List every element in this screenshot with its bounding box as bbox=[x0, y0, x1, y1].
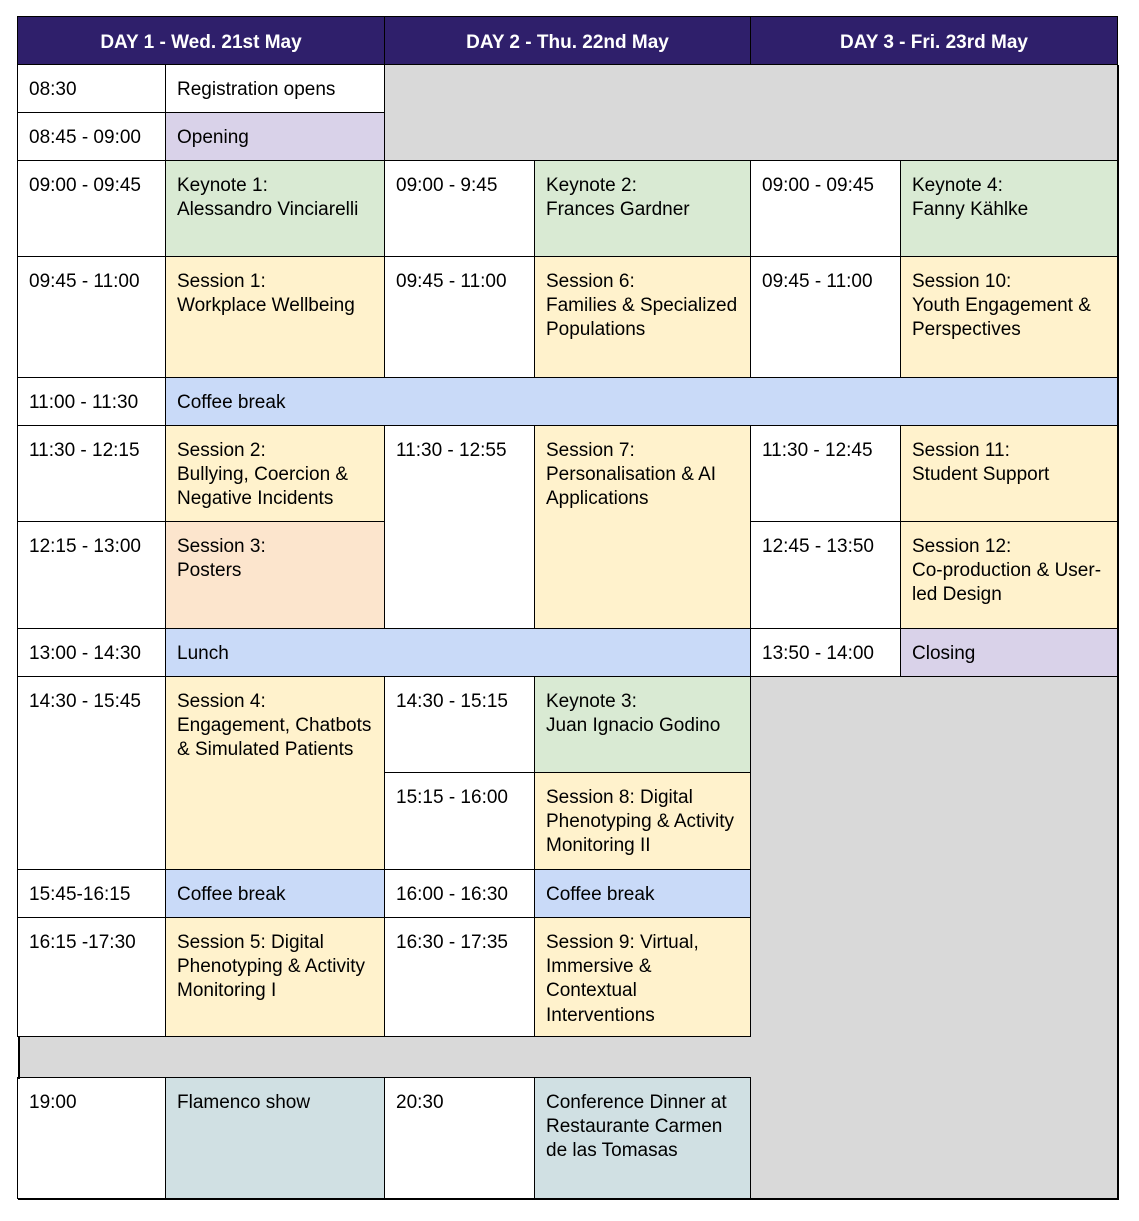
time-cell: 16:00 - 16:30 bbox=[384, 869, 535, 918]
session-3-cell: Session 3: Posters bbox=[165, 521, 385, 629]
time-cell: 08:30 bbox=[17, 64, 166, 113]
time-cell: 09:00 - 09:45 bbox=[750, 160, 901, 257]
session-8-cell: Session 8: Digital Phenotyping & Activity Monitoring II bbox=[534, 772, 751, 870]
session-11-cell: Session 11: Student Support bbox=[900, 425, 1118, 522]
time-cell: 12:15 - 13:00 bbox=[17, 521, 166, 629]
time-cell: 11:30 - 12:15 bbox=[17, 425, 166, 522]
lunch-cell: Lunch bbox=[165, 628, 751, 677]
session-10-cell: Session 10: Youth Engagement & Perspectives bbox=[900, 256, 1118, 378]
session-2-cell: Session 2: Bullying, Coercion & Negative Incidents bbox=[165, 425, 385, 522]
time-cell: 14:30 - 15:45 bbox=[17, 676, 166, 870]
registration-cell: Registration opens bbox=[165, 64, 385, 113]
time-cell: 14:30 - 15:15 bbox=[384, 676, 535, 773]
table-border bbox=[18, 1037, 20, 1079]
time-cell: 09:00 - 09:45 bbox=[17, 160, 166, 257]
time-cell: 16:15 -17:30 bbox=[17, 917, 166, 1037]
keynote-3-cell: Keynote 3: Juan Ignacio Godino bbox=[534, 676, 751, 773]
keynote-2-cell: Keynote 2: Frances Gardner bbox=[534, 160, 751, 257]
conference-dinner-cell: Conference Dinner at Restaurante Carmen de las Tomasas bbox=[534, 1077, 751, 1199]
time-cell: 15:45-16:15 bbox=[17, 869, 166, 918]
session-5-cell: Session 5: Digital Phenotyping & Activity Monitoring I bbox=[165, 917, 385, 1037]
session-7-cell: Session 7: Personalisation & AI Applications bbox=[534, 425, 751, 629]
keynote-1-cell: Keynote 1: Alessandro Vinciarelli bbox=[165, 160, 385, 257]
time-cell: 13:50 - 14:00 bbox=[750, 628, 901, 677]
time-cell: 11:30 - 12:45 bbox=[750, 425, 901, 522]
time-cell: 20:30 bbox=[384, 1077, 535, 1199]
time-cell: 09:45 - 11:00 bbox=[384, 256, 535, 378]
closing-cell: Closing bbox=[900, 628, 1118, 677]
table-border bbox=[1117, 65, 1119, 1200]
session-4-cell: Session 4: Engagement, Chatbots & Simulated Patients bbox=[165, 676, 385, 870]
time-cell: 12:45 - 13:50 bbox=[750, 521, 901, 629]
time-cell: 09:45 - 11:00 bbox=[750, 256, 901, 378]
flamenco-show-cell: Flamenco show bbox=[165, 1077, 385, 1199]
time-cell: 09:00 - 9:45 bbox=[384, 160, 535, 257]
day2-header: DAY 2 - Thu. 22nd May bbox=[384, 16, 751, 65]
time-cell: 16:30 - 17:35 bbox=[384, 917, 535, 1037]
time-cell: 09:45 - 11:00 bbox=[17, 256, 166, 378]
session-9-cell: Session 9: Virtual, Immersive & Contextual Interventions bbox=[534, 917, 751, 1037]
time-cell: 15:15 - 16:00 bbox=[384, 772, 535, 870]
time-cell: 11:00 - 11:30 bbox=[17, 377, 166, 426]
time-cell: 19:00 bbox=[17, 1077, 166, 1199]
table-border bbox=[18, 1198, 1119, 1200]
time-cell: 11:30 - 12:55 bbox=[384, 425, 535, 629]
opening-cell: Opening bbox=[165, 112, 385, 161]
empty-area bbox=[751, 677, 1118, 1199]
schedule-table bbox=[18, 17, 1119, 1200]
coffee-break-cell: Coffee break bbox=[534, 869, 751, 918]
session-6-cell: Session 6: Families & Specialized Populations bbox=[534, 256, 751, 378]
time-cell: 08:45 - 09:00 bbox=[17, 112, 166, 161]
session-12-cell: Session 12: Co-production & User-led Design bbox=[900, 521, 1118, 629]
coffee-break-cell: Coffee break bbox=[165, 869, 385, 918]
day1-header: DAY 1 - Wed. 21st May bbox=[17, 16, 385, 65]
empty-area bbox=[18, 1037, 751, 1079]
coffee-break-cell: Coffee break bbox=[165, 377, 1118, 426]
day3-header: DAY 3 - Fri. 23rd May bbox=[750, 16, 1118, 65]
time-cell: 13:00 - 14:30 bbox=[17, 628, 166, 677]
session-1-cell: Session 1: Workplace Wellbeing bbox=[165, 256, 385, 378]
keynote-4-cell: Keynote 4: Fanny Kählke bbox=[900, 160, 1118, 257]
empty-area bbox=[385, 65, 1118, 161]
